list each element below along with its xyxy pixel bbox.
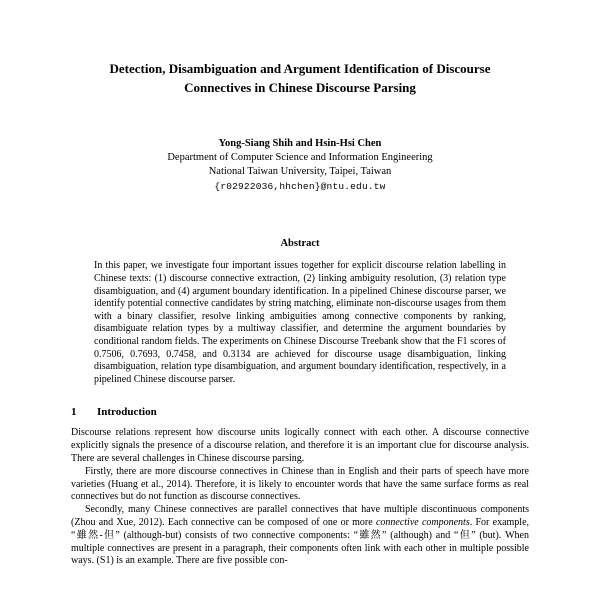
intro-paragraph-2: Firstly, there are more discourse connectives in Chinese than in English and their parts of speech have more varieties (Huang et al., 2014). Therefore, it is likely to encounter words that have the same surface forms as real connectives but do not function as discourse connectives. [71,465,529,503]
paper-title: Detection, Disambiguation and Argument Identification of Discourse Connectives in Chinese Discourse Parsing [109,61,491,95]
intro-paragraph-3-segment-3: . For example, “雖然-但” (although-but) consists of two connective components: “雖然” (although) and “但” (but). When multiple connectives are present in a paragraph, their components often link with each other in multiple possible ways. (S1) is an example. There are five possible con- [71,516,530,567]
intro-paragraph-3-italic-term: connective components [375,516,470,528]
affiliation-line-1: Department of Computer Science and Information Engineering [167,151,433,163]
intro-paragraph-1: Discourse relations represent how discourse units logically connect with each other. A discourse connective explicitly signals the presence of a discourse relation, and therefore it is an important clue for discourse analysis. There are several challenges in Chinese discourse parsing. [71,427,529,464]
intro-paragraph-3-segment-1: Secondly, many Chinese connectives are parallel connectives that have multiple discontinuous components (Zhou and Xue, 2012). Each connective can be composed of one or more [71,504,529,528]
section-heading-introduction [71,406,529,418]
abstract-body: In this paper, we investigate four important issues together for explicit discourse relation labelling in Chinese texts: (1) discourse connective extraction, (2) linking ambiguity resolution, (3) relation type disambiguation, and (4) argument boundary identification. In a pipelined Chinese discourse parser, we identify potential connective candidates by string matching, eliminate non-discourse usages from them with a binary classifier, resolve linking ambiguities among connective components by ranking, disambiguate relation types by a multiway classifier, and determine the argument boundaries by conditional random fields. The experiments on Chinese Discourse Treebank show that the F1 scores of 0.7506, 0.7693, 0.7458, and 0.3134 are achieved for discourse usage disambiguation, linking disambiguation, relation type disambiguation, and argument boundary identification, respectively, in a pipelined Chinese discourse parser. [94,260,506,385]
section-number: 1 [71,406,77,419]
author-email: {r02922036,hhchen}@ntu.edu.tw [214,181,386,193]
intro-paragraph-3 [71,504,529,568]
abstract-heading: Abstract [280,238,320,250]
paper-authors: Yong-Siang Shih and Hsin-Hsi Chen [218,137,382,149]
affiliation-line-2: National Taiwan University, Taipei, Taiwan [208,165,392,177]
section-title: Introduction [97,406,157,419]
